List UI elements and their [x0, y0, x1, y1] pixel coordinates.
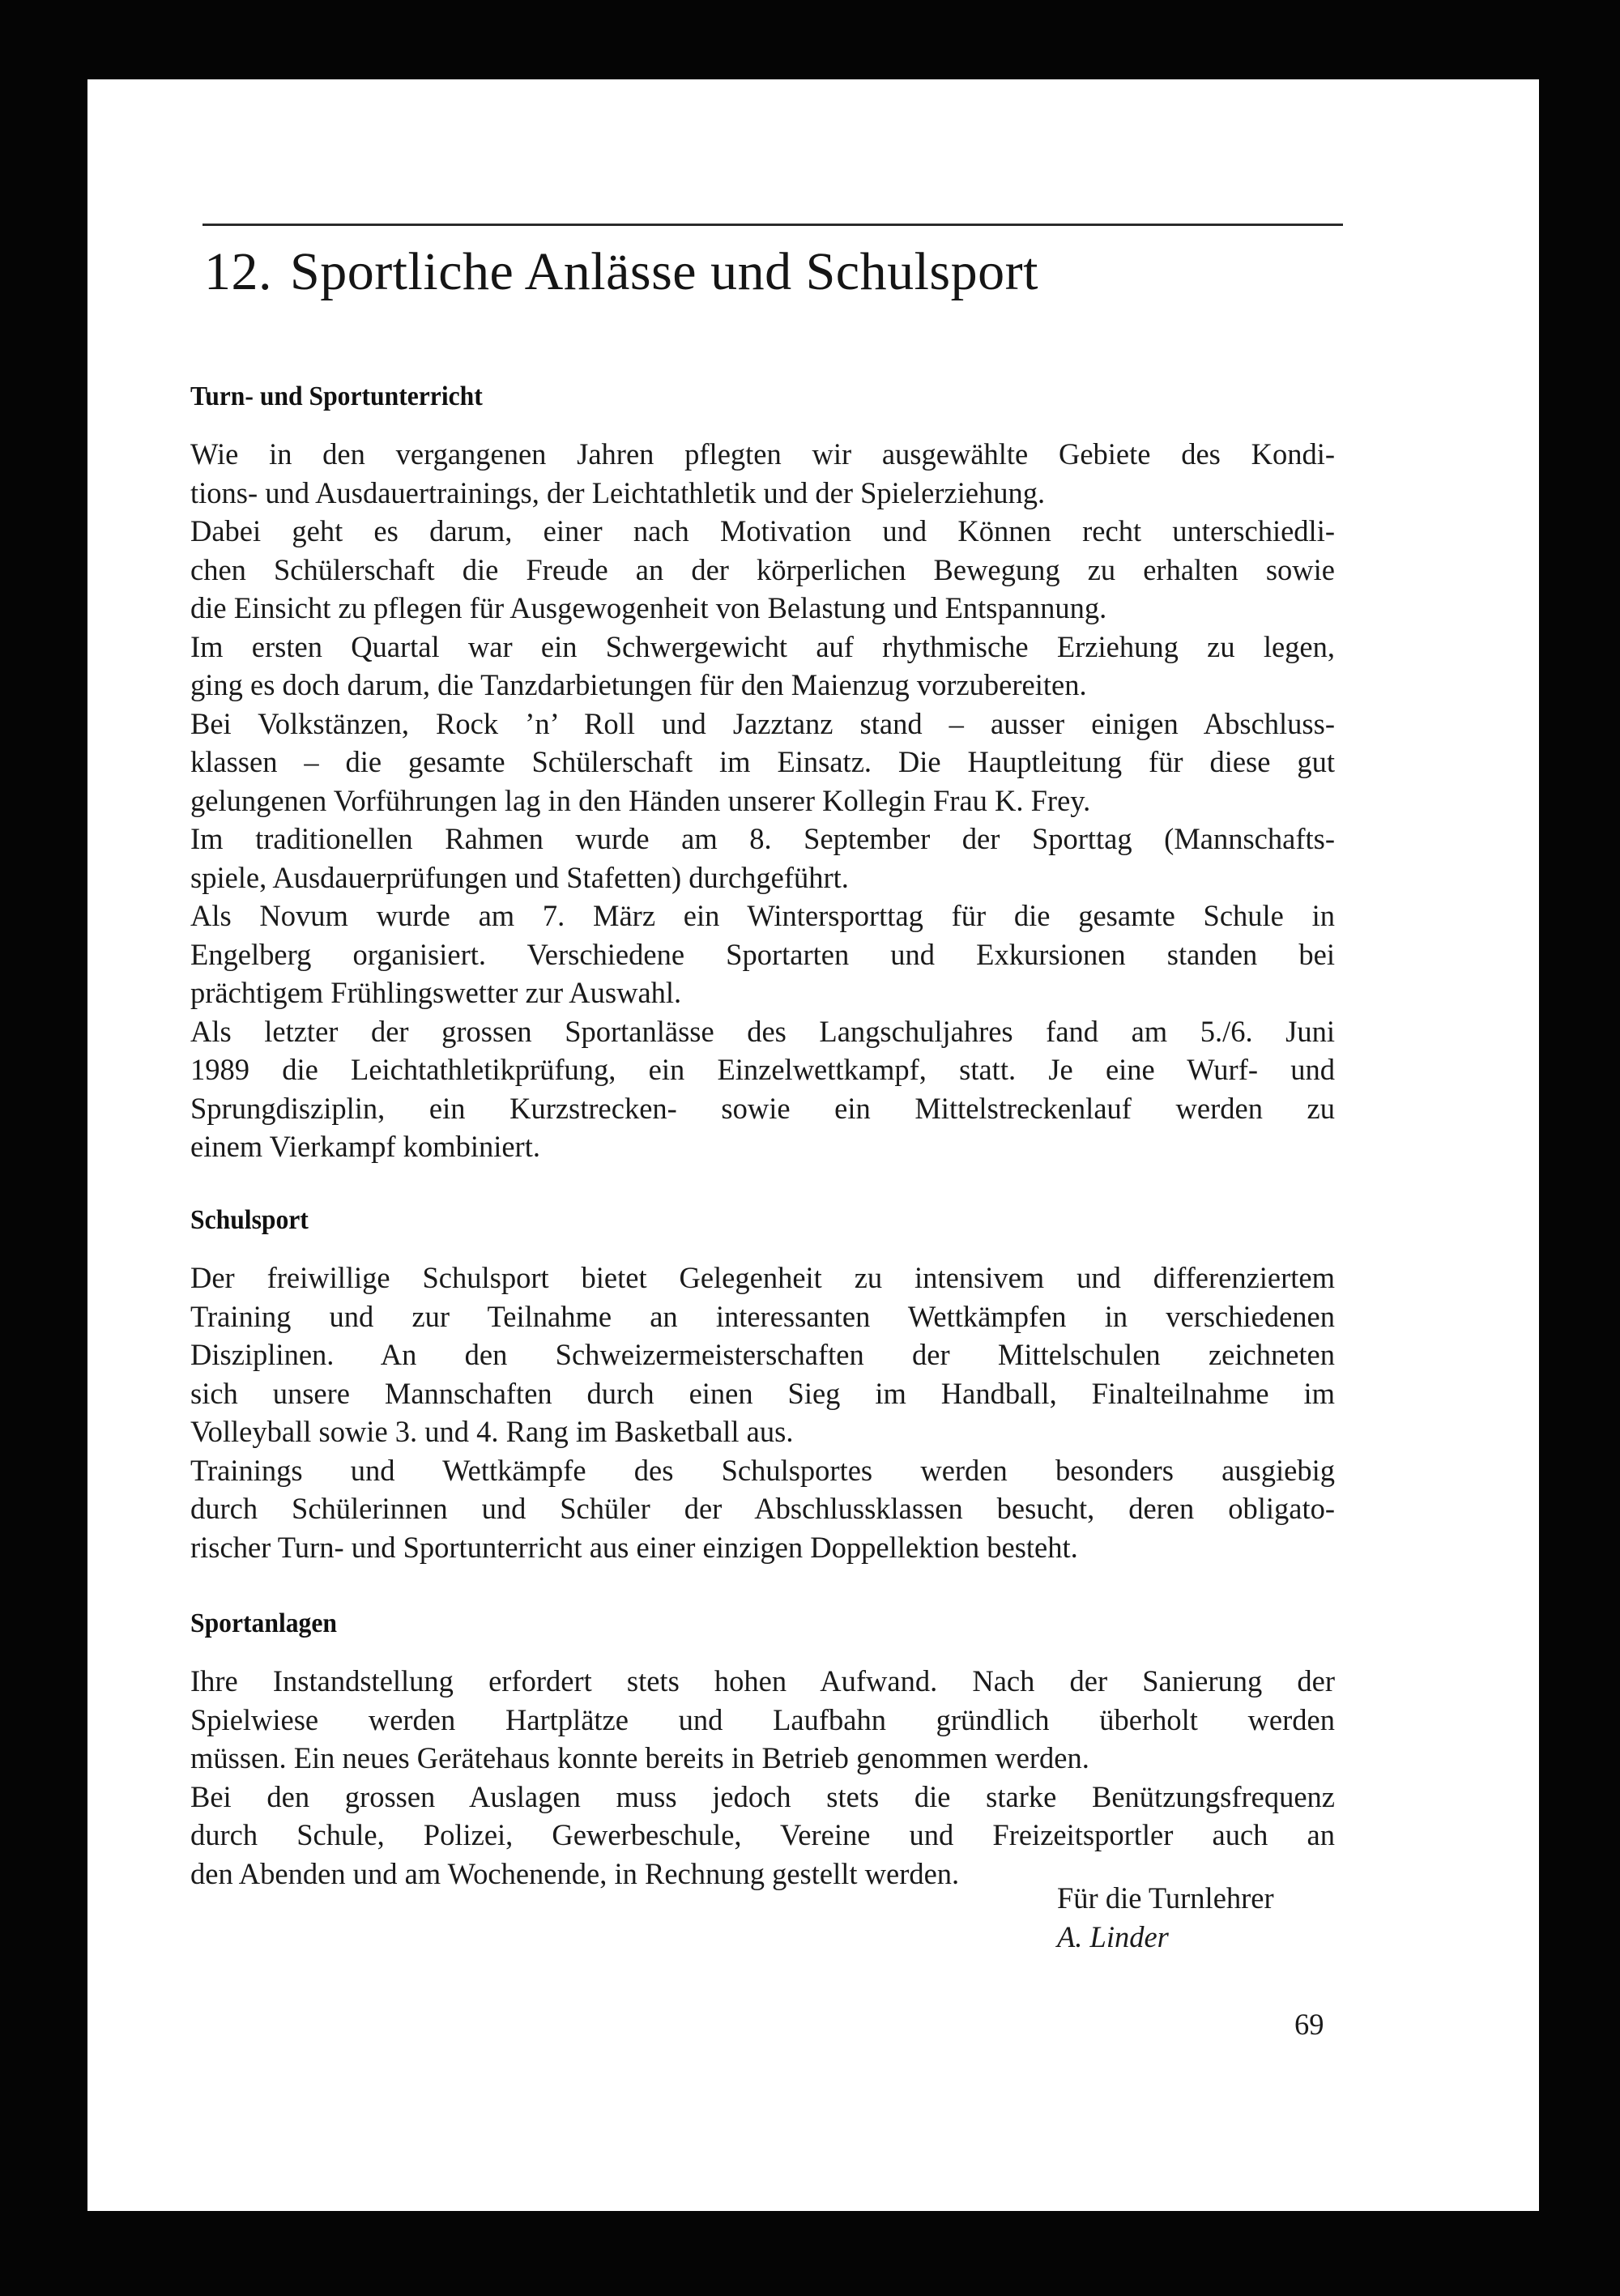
text-line: Training und zur Teilnahme an interessanten Wettkämpfen in verschiedenen	[190, 1299, 1335, 1333]
section-turn-und-sportunterricht	[190, 381, 1335, 1166]
section-heading: Schulsport	[190, 1205, 309, 1235]
chapter-rule	[202, 224, 1343, 226]
text-line: Wie in den vergangenen Jahren pflegten wir ausgewählte Gebiete des Kondi-	[190, 437, 1335, 471]
chapter-title	[204, 240, 1038, 305]
section-body	[190, 1259, 1335, 1566]
text-line: Disziplinen. An den Schweizermeisterschaften der Mittelschulen zeichneten	[190, 1338, 1335, 1371]
text-line: den Abenden und am Wochenende, in Rechnung gestellt werden.	[190, 1856, 960, 1890]
page-number: 69	[1294, 2008, 1324, 2041]
text-line: Trainings und Wettkämpfe des Schulsportes werden besonders ausgiebig	[190, 1453, 1335, 1487]
chapter-title-text: Sportliche Anlässe und Schulsport	[290, 242, 1038, 301]
text-line: ging es doch darum, die Tanzdarbietungen für den Maienzug vorzubereiten.	[190, 668, 1087, 701]
text-line: Ihre Instandstellung erfordert stets hohen Aufwand. Nach der Sanierung der	[190, 1664, 1335, 1698]
text-line: die Einsicht zu pflegen für Ausgewogenheit von Belastung und Entspannung.	[190, 591, 1107, 624]
section-sportanlagen	[190, 1608, 1335, 1893]
signature-author: A. Linder	[1057, 1920, 1169, 1953]
section-body	[190, 1662, 1335, 1893]
text-line: Der freiwillige Schulsport bietet Gelegenheit zu intensivem und differenziertem	[190, 1261, 1335, 1294]
text-line: Als Novum wurde am 7. März ein Wintersporttag für die gesamte Schule in	[190, 899, 1335, 932]
text-line: einem Vierkampf kombiniert.	[190, 1130, 540, 1163]
text-line: Im ersten Quartal war ein Schwergewicht auf rhythmische Erziehung zu legen,	[190, 629, 1335, 663]
section-schulsport	[190, 1204, 1335, 1566]
section-heading: Sportanlagen	[190, 1608, 337, 1638]
text-line: sich unsere Mannschaften durch einen Sieg im Handball, Finalteilnahme im	[190, 1376, 1335, 1410]
text-line: gelungenen Vorführungen lag in den Händen unserer Kollegin Frau K. Frey.	[190, 783, 1091, 817]
text-line: Dabei geht es darum, einer nach Motivation und Können recht unterschiedli-	[190, 514, 1335, 547]
text-line: Bei den grossen Auslagen muss jedoch stets die starke Benützungsfrequenz	[190, 1779, 1335, 1813]
signature-line: Für die Turnlehrer	[1057, 1881, 1274, 1915]
text-line: chen Schülerschaft die Freude an der körperlichen Bewegung zu erhalten sowie	[190, 552, 1335, 586]
text-line: durch Schülerinnen und Schüler der Abschlussklassen besucht, deren obligato-	[190, 1492, 1335, 1525]
text-line: tions- und Ausdauertrainings, der Leichtathletik und der Spielerziehung.	[190, 475, 1046, 509]
section-heading: Turn- und Sportunterricht	[190, 381, 483, 411]
text-line: Sprungdisziplin, ein Kurzstrecken- sowie ein Mittelstreckenlauf werden zu	[190, 1091, 1335, 1125]
text-line: rischer Turn- und Sportunterricht aus einer einzigen Doppellektion besteht.	[190, 1530, 1078, 1564]
text-line: prächtigem Frühlingswetter zur Auswahl.	[190, 976, 682, 1009]
text-line: Engelberg organisiert. Verschiedene Sportarten und Exkursionen standen bei	[190, 937, 1335, 971]
text-line: durch Schule, Polizei, Gewerbeschule, Vereine und Freizeitsportler auch an	[190, 1818, 1335, 1851]
text-line: 1989 die Leichtathletikprüfung, ein Einzelwettkampf, statt. Je eine Wurf- und	[190, 1053, 1335, 1086]
chapter-number: 12.	[204, 242, 272, 301]
text-line: Volleyball sowie 3. und 4. Rang im Basketball aus.	[190, 1415, 794, 1448]
text-line: Im traditionellen Rahmen wurde am 8. September der Sporttag (Mannschafts-	[190, 822, 1335, 855]
text-line: Als letzter der grossen Sportanlässe des Langschuljahres fand am 5./6. Juni	[190, 1014, 1335, 1048]
text-line: Spielwiese werden Hartplätze und Laufbahn gründlich überholt werden	[190, 1702, 1335, 1736]
text-line: spiele, Ausdauerprüfungen und Stafetten) durchgeführt.	[190, 860, 849, 894]
text-line: müssen. Ein neues Gerätehaus konnte bereits in Betrieb genommen werden.	[190, 1741, 1089, 1774]
section-body	[190, 435, 1335, 1166]
text-line: klassen – die gesamte Schülerschaft im Einsatz. Die Hauptleitung für diese gut	[190, 745, 1335, 778]
text-line: Bei Volkstänzen, Rock ’n’ Roll und Jazztanz stand – ausser einigen Abschluss-	[190, 706, 1335, 740]
